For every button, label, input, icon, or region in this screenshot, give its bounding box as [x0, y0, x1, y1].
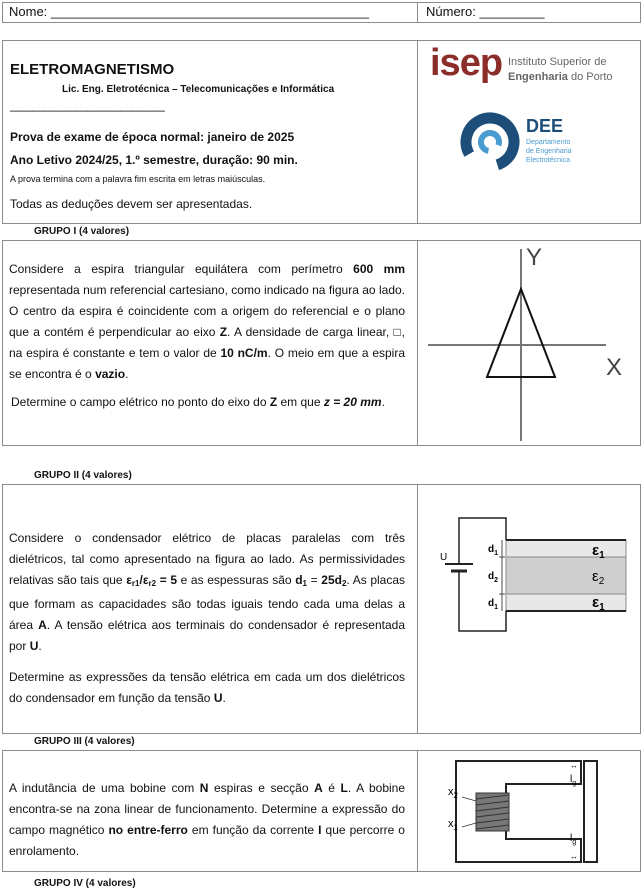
- dee-emblem-icon: [460, 112, 520, 172]
- fig-y-label: Y: [526, 244, 543, 271]
- end-note: A prova termina com a palavra fim escrita em letras maiúsculas.: [10, 174, 266, 184]
- g2-eps-sub: r1: [131, 579, 140, 588]
- deductions-note: Todas as deduções devem ser apresentadas.: [10, 197, 253, 211]
- g2-ratio: = 5: [156, 573, 178, 587]
- g2-text: .: [38, 639, 42, 653]
- g3-section: A: [314, 781, 323, 795]
- isep-line1: Instituto Superior de: [508, 56, 607, 68]
- g1-text: . A densidade de carga linear,: [227, 325, 394, 339]
- grupo4-heading: GRUPO IV (4 valores): [34, 878, 136, 889]
- g3-text: em função da corrente: [187, 823, 319, 837]
- g2-text: e as espessuras são: [177, 573, 296, 587]
- gap-arrow-bottom: ↔: [570, 852, 578, 861]
- g1-charge-density: 10 nC/m: [220, 346, 268, 360]
- grupo2-figure: [418, 485, 640, 733]
- gap-arrow-top: ↔: [570, 761, 578, 770]
- g3-inductance: L: [340, 781, 348, 795]
- fig-d1-top: $d_1$: [488, 544, 499, 557]
- grupo2-heading: GRUPO II (4 valores): [34, 470, 132, 481]
- g3-text: que percorre o enrolamento.: [9, 823, 405, 858]
- isep-line2-rest: do Porto: [567, 71, 613, 83]
- g2-eps: /ε: [139, 573, 149, 587]
- g2-text: . As placas que formam as capacidades são todas iguais tendo cada uma delas a área: [9, 573, 406, 632]
- g1-text: Considere a espira triangular equilátera com perímetro: [9, 262, 354, 276]
- fig-d1-bottom: $d_1$: [488, 598, 499, 611]
- g1-medium: vazio: [95, 367, 126, 381]
- dee-sub1: Departamento: [526, 139, 571, 146]
- g1-text: representada num referencial cartesiano, como indicado na figura ao lado. O centro da espira é coincidente com a origem do referencial e o plano que a contém é perpendicular ao eixo: [9, 283, 405, 339]
- grupo1-statement: [9, 259, 405, 385]
- g1q-text: .: [381, 395, 385, 409]
- g1-lambda-glyph: □: [393, 325, 402, 339]
- g3-text: é: [322, 781, 341, 795]
- g2-voltage: U: [29, 639, 39, 653]
- fig-eps1-bottom: $\varepsilon_1$: [592, 594, 605, 613]
- dielectric-1-top: [506, 540, 626, 557]
- g1q-z-value: z = 20 mm: [323, 395, 382, 409]
- title-rule: ——————————————: [10, 103, 164, 117]
- g2q-voltage: U: [213, 691, 223, 705]
- dee-text: DEE: [526, 116, 564, 136]
- grupo3-heading: GRUPO III (4 valores): [34, 736, 135, 747]
- isep-line2: [508, 71, 613, 83]
- course-program: Lic. Eng. Eletrotécnica – Telecomunicações e Informática: [62, 84, 335, 95]
- dee-sub3: Electrotécnica: [526, 157, 570, 164]
- fig-eps1-top: $\varepsilon_1$: [592, 542, 605, 561]
- g2q-text: .: [222, 691, 226, 705]
- grupo1-heading: GRUPO I (4 valores): [34, 226, 130, 237]
- g2q-text: Determine as expressões da tensão elétrica em cada um dos dielétricos do condensador em função da tensão: [9, 670, 405, 705]
- g1-perimeter: 600 mm: [353, 262, 405, 276]
- fig-x-label: X: [606, 354, 623, 381]
- dee-sub2: de Engenharia: [526, 148, 572, 155]
- g2-d1-sub: 1: [302, 579, 307, 588]
- wire-top: [459, 518, 506, 564]
- g2-text: =: [307, 573, 322, 587]
- exam-line: Prova de exame de época normal: janeiro de 2025: [10, 130, 295, 144]
- g1-axis-z: Z: [219, 325, 228, 339]
- fig-d2: $d_2$: [488, 571, 499, 584]
- grupo2-question: [9, 667, 405, 709]
- grupo1-figure: [418, 241, 640, 445]
- isep-wordmark: isep: [430, 42, 503, 84]
- g3-text: espiras e secção: [208, 781, 315, 795]
- g3-text: . A bobine encontra-se na zona linear de funcionamento. Determine a expressão do campo magnético: [9, 781, 406, 837]
- fig-x1-label: $x_1$: [448, 818, 458, 832]
- isep-logo: [430, 42, 630, 94]
- grupo3-statement: [9, 778, 405, 862]
- g2-text: Considere o condensador elétrico de placas paralelas com três dielétricos, tal como apresentado na figura ao lado. As permissividades relativas são tais que: [9, 531, 405, 587]
- g2-eps: ε: [126, 573, 132, 587]
- fig-u-label: U: [440, 552, 448, 563]
- g2-area: A: [38, 618, 47, 632]
- isep-line2-bold: Engenharia: [508, 71, 568, 83]
- grupo1-question: [11, 392, 407, 413]
- g1-text: . O meio em que a espira se encontra é o: [9, 346, 406, 381]
- dee-logo: [460, 112, 582, 172]
- numero-field[interactable]: Número: _________: [426, 4, 545, 19]
- year-line: Ano Letivo 2024/25, 1.º semestre, duração: 90 min.: [10, 153, 298, 167]
- g3-text: A indutância de uma bobine com: [9, 781, 200, 795]
- g2-d1: d: [295, 573, 303, 587]
- dielectric-1-bottom: [506, 594, 626, 611]
- g1q-text: Determine o campo elétrico no ponto do eixo do: [11, 395, 270, 409]
- fig-lg-top: $l_g$: [570, 774, 577, 787]
- core-right-bar: [584, 761, 597, 862]
- fig-lg-bottom: $l_g$: [570, 833, 577, 846]
- g2-d2-sub: 2: [341, 579, 347, 588]
- g1q-axis-z: Z: [269, 395, 278, 409]
- g1q-text: em que: [277, 395, 324, 409]
- g2-text: . A tensão elétrica aos terminais do condensador é representada por: [9, 618, 405, 653]
- g2-eps-sub: r2: [148, 579, 157, 588]
- fig-x2-label: $x_2$: [448, 786, 458, 800]
- g1-text: .: [125, 367, 129, 381]
- g1-text: , na espira é constante e tem o valor de: [9, 325, 405, 360]
- dielectric-2: [506, 557, 626, 594]
- g2-d2: 25d: [321, 573, 342, 587]
- magnetic-core: [456, 761, 581, 862]
- fig-eps2: $\varepsilon_2$: [592, 568, 605, 587]
- nome-field[interactable]: Nome: ____________________________________________: [9, 4, 370, 19]
- g3-turns: N: [199, 781, 209, 795]
- wire-bottom: [459, 571, 506, 631]
- g3-air-gap: no entre-ferro: [108, 823, 188, 837]
- grupo2-statement: [9, 528, 405, 657]
- grupo3-figure: [418, 751, 640, 871]
- course-title: ELETROMAGNETISMO: [10, 61, 175, 78]
- g3-current: I: [318, 823, 322, 837]
